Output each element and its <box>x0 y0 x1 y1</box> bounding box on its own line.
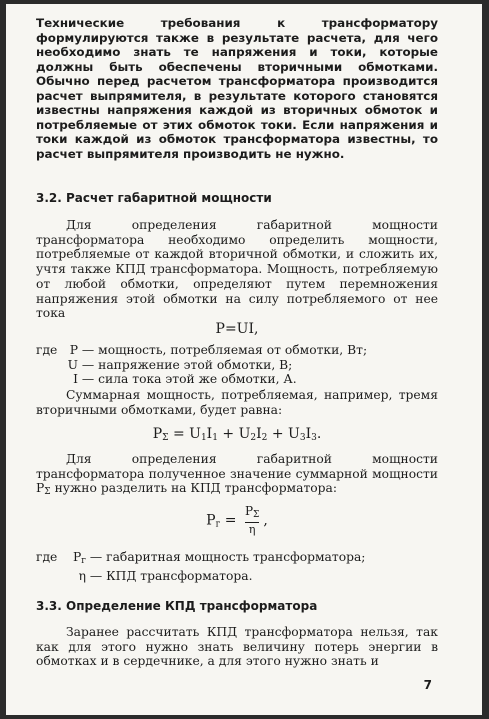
formula-sum-u1: U <box>189 426 201 442</box>
section-3-2-paragraph-3 <box>36 452 438 500</box>
legend-text: габаритная мощность трансформатора; <box>106 550 366 564</box>
section-3-3-paragraph-1: Заранее рассчитать КПД трансформатора нельзя, так как для этого нужно знать величину потерь энергии в обмотках и в сердечнике, а для этого нужно знать и <box>36 625 438 669</box>
paragraph-3-symbol: P <box>36 481 45 496</box>
section-3-2-paragraph-1: Для определения габаритной мощности трансформатора необходимо определить мощности, потребляемые от каждой вторичной обмотки, и сложить их, учтя также КПД трансформатора. Мощность, потребляемую от любой обмотки, определяют путем перемножения напряжения этой обмотки на силу потребляемого от нее тока <box>36 218 438 321</box>
legend-symbol <box>64 550 86 569</box>
legend-2 <box>36 550 438 583</box>
formula-pg-numerator <box>241 504 263 522</box>
formula-pg-lhs-sub: г <box>215 519 221 530</box>
legend-symbol: U <box>67 357 78 372</box>
legend-symbol: P <box>69 343 78 357</box>
legend-2-row-pg <box>36 550 438 569</box>
paragraph-3-symbol-sub: Σ <box>44 487 51 498</box>
formula-sum-u1-sub: 1 <box>200 433 207 443</box>
intro-paragraph: Технические требования к трансформатору формулируются также в результате расчета, для чего необходимо знать те напряжения и токи, которые должны быть обеспечены вторичными обмотками. Обычно перед расчетом трансформатора производится расчет выпрямителя, в результате которого становятся известны напряжения каждой из вторичных обмоток и потребляемые от этих обмоток токи. Если напряжения и токи каждой из обмоток трансформатора известны, то расчет выпрямителя производить не нужно. <box>36 16 438 161</box>
formula-sum-lhs: P <box>152 426 163 442</box>
paragraph-3-text-after: нужно разделить на КПД трансформатора: <box>50 481 338 496</box>
formula-sum-u3-sub: 3 <box>299 433 306 443</box>
legend-text: мощность, потребляемая от обмотки, Вт; <box>98 343 368 357</box>
formula-sum-i2: I <box>256 426 262 442</box>
formula-sum-u2: U <box>238 426 251 442</box>
section-3-2-paragraph-2: Суммарная мощность, потребляемая, например, тремя вторичными обмотками, будет равна: <box>36 388 438 417</box>
legend-1-row-u <box>36 358 438 373</box>
legend-prefix: где <box>36 550 58 564</box>
legend-prefix: где <box>36 343 58 357</box>
legend-dash: — <box>81 357 95 372</box>
book-page <box>6 4 482 715</box>
paragraph-3-text-before: Для определения габаритной мощности трансформатора полученное значение суммарной мощности <box>36 452 438 481</box>
section-3-3-heading: 3.3. Определение КПД трансформатора <box>36 599 318 613</box>
formula-pg-lhs: P <box>206 512 216 529</box>
legend-symbol-main: P <box>73 550 82 564</box>
formula-pg-num-sub: Σ <box>253 510 260 520</box>
formula-pg-num: P <box>244 504 254 518</box>
legend-symbol-sub: г <box>81 556 86 566</box>
formula-sum-i1: I <box>206 426 213 442</box>
formula-pg-eq: = <box>224 512 237 529</box>
legend-dash: — <box>81 372 95 387</box>
formula-gabarit <box>36 504 438 537</box>
formula-sum-end: . <box>316 426 322 442</box>
legend-1-row-i <box>36 372 438 387</box>
formula-sum-i3-sub: 3 <box>311 433 317 443</box>
legend-1-row-p <box>36 343 438 358</box>
formula-power <box>36 321 438 337</box>
formula-pg-fraction <box>241 504 263 537</box>
formula-sum-i1-sub: 1 <box>212 433 218 443</box>
legend-dash: — <box>81 343 95 357</box>
formula-sum-eq: = <box>172 426 185 442</box>
legend-text: КПД трансформатора. <box>106 568 253 583</box>
formula-sum-lhs-sub: Σ <box>162 433 169 443</box>
section-3-2-heading: 3.2. Расчет габаритной мощности <box>36 191 272 205</box>
formula-sum-u3: U <box>288 426 300 442</box>
legend-text: сила тока этой же обмотки, А. <box>98 372 297 387</box>
legend-dash: — <box>89 568 103 583</box>
formula-sum-i3: I <box>305 426 312 442</box>
formula-sum-plus-2: + <box>271 426 284 442</box>
formula-power-text: P=UI, <box>215 321 259 337</box>
formula-pg-denominator: η <box>245 522 260 537</box>
legend-text: напряжение этой обмотки, В; <box>98 357 293 372</box>
formula-sum-i2-sub: 2 <box>261 433 268 443</box>
legend-1 <box>36 343 438 387</box>
formula-sum-u2-sub: 2 <box>250 433 257 443</box>
legend-symbol: I <box>73 372 78 387</box>
formula-sum <box>36 426 438 443</box>
formula-pg-end: , <box>263 512 268 529</box>
page-number: 7 <box>423 678 432 692</box>
legend-2-row-eta <box>36 569 438 584</box>
formula-sum-plus-1: + <box>222 426 235 442</box>
legend-symbol: η <box>78 568 86 583</box>
legend-dash: — <box>89 550 103 564</box>
